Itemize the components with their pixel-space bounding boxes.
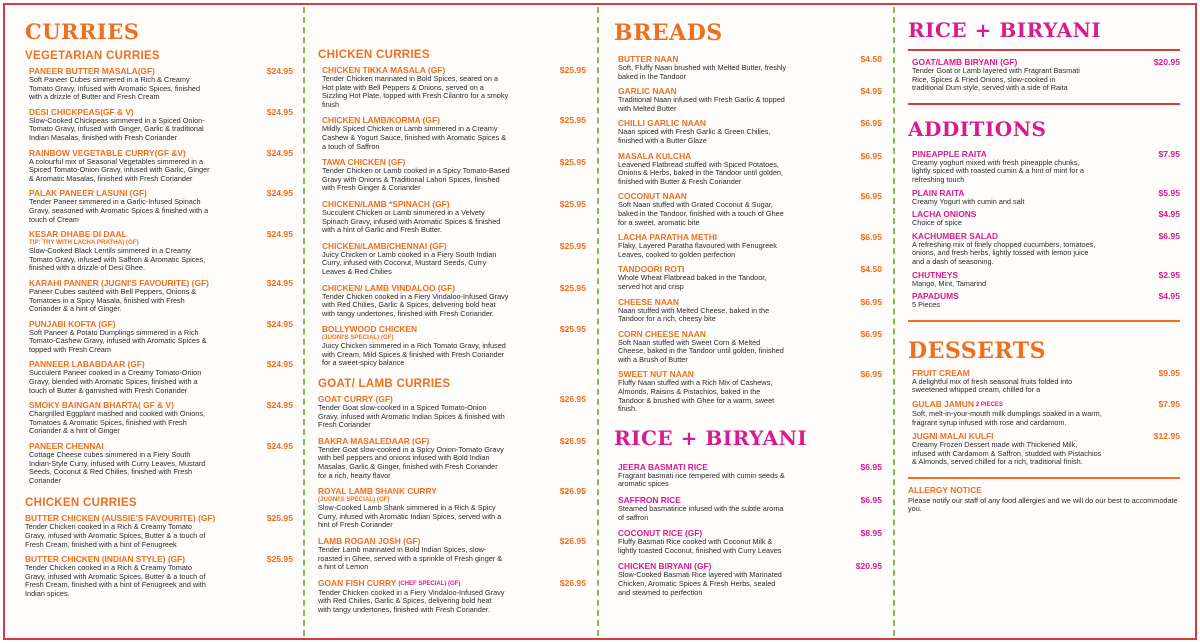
column-divider	[893, 7, 895, 636]
column-chicken-goat	[318, 5, 586, 638]
menu-item-price: $2.95	[1158, 269, 1180, 280]
menu-item	[614, 561, 882, 597]
menu-item-name-text: CHICKEN/ LAMB VINDALOO (GF)	[322, 282, 456, 293]
menu-item	[908, 231, 1180, 267]
menu-item-description: Tender Goat slow-cooked in a Spicy Onion-Tomato Gravy with bell peppers and onions infused with Bold Indian Masalas, Garlic & Ginger, finished with Fresh Coriander for a rich, hearty flavor	[318, 444, 504, 480]
menu-item	[318, 199, 586, 235]
menu-item-description: Tender Goat or Lamb layered with Fragrant Basmati Rice, Spices & Fried Onions, slow-cooked in traditional Dum style, served with a side of Raita	[912, 66, 1080, 93]
menu-item	[25, 554, 293, 598]
vegetarian-curries-title: VEGETARIAN CURRIES	[25, 50, 160, 62]
menu-item-name-text: LAMB ROGAN JOSH (GF)	[318, 536, 421, 546]
menu-item	[318, 324, 586, 368]
menu-item-name-text: PUNJABI KOFTA (GF)	[29, 318, 116, 329]
column-rice-additions-desserts	[908, 5, 1180, 638]
column-divider	[597, 7, 599, 636]
section-rule	[908, 320, 1180, 322]
menu-item-price: $24.95	[266, 106, 293, 117]
menu-item-description: Tender Goat slow-cooked in a Spiced Tomato-Onion Gravy, infused with Aromatic Indian Spices & finished with Fresh Coriander	[318, 403, 505, 430]
chicken-curries-title: CHICKEN CURRIES	[25, 497, 137, 510]
menu-item	[908, 431, 1180, 467]
menu-item	[25, 229, 293, 273]
allergy-notice-text: Please notify our staff of any food allergies and we will do our best to accommodate you.	[908, 495, 1178, 514]
menu-item-name-text: PANNEER LABABDAAR (GF)	[29, 359, 145, 370]
menu-item-price: $25.95	[559, 157, 586, 168]
menu-item	[614, 54, 882, 81]
menu-item-description: Tender Chicken marinated in Bold Spices, seared on a Hot plate with Bell Peppers & Onions, served on a Sizzling Hot Plate, topped with Fresh Cilantro for a smoky finish	[322, 74, 509, 109]
menu-item-description: Tender Paneer simmered in a Garlic-Infused Spinach Gravy, seasoned with Aromatic Spices & finished with a touch of Cream	[29, 197, 209, 224]
menu-item	[908, 149, 1180, 185]
menu-item	[614, 86, 882, 113]
menu-item-price: $26.95	[559, 394, 586, 405]
menu-item-price: $4.50	[860, 264, 882, 275]
menu-item-price: $24.95	[266, 147, 293, 158]
menu-item-description: Cottage Cheese cubes simmered in a Fiery South Indian-Style Curry, infused with Curry Leaves, Mustard Seeds, Coconut & Red Chilies, finished with Fresh Coriander	[29, 450, 206, 485]
menu-item-description: Fluffy Basmati Rice cooked with Coconut Milk & lightly toasted Coconut, finished with Curry Leaves	[618, 537, 782, 555]
menu-item-description: Tender Chicken cooked in a Rich & Creamy Tomato Gravy, infused with Aromatic Spices, Butter & a touch of Fresh Cream, finished with a hint of Fenugreek	[25, 522, 206, 549]
menu-item-name-text: LACHA ONIONS	[912, 209, 977, 220]
menu-item-price: $4.95	[1158, 209, 1180, 220]
menu-item-description: Naan spiced with Fresh Garlic & Green Chilies, finished with a Butter Glaze	[618, 127, 771, 145]
menu-item	[25, 66, 293, 102]
menu-item-note: 2 PIECES	[975, 401, 1003, 408]
menu-item	[25, 188, 293, 224]
menu-item-description: Tender Chicken cooked in a Fiery Vindaloo-Infused Gravy with Red Chilies, Garlic & Spices, delivering bold heat with tangy undertones, finished with Fresh Coriander.	[318, 587, 505, 614]
menu-item-description: A delightful mix of fresh seasonal fruits folded into sweetened whipped cream, chilled for a	[912, 376, 1073, 395]
menu-item-description: Mango, Mint, Tamarind	[912, 278, 987, 288]
menu-item-description: Tender Chicken cooked in a Rich & Creamy Tomato Gravy, infused with Aromatic Spices, Butter & a touch of Fresh Cream, finished with a hint of Fenugreek and with Indian spices.	[25, 563, 206, 598]
rice-biryani-title-2: RICE + BIRYANI	[908, 18, 1102, 42]
allergy-notice	[908, 485, 1180, 514]
menu-item-price: $6.95	[860, 495, 882, 506]
menu-item-name	[912, 291, 1180, 301]
menu-item-name-text: CHICKEN TIKKA MASALA (GF)	[322, 65, 446, 75]
menu-item-note: (CHEF SPECIAL) (GF)	[398, 580, 461, 587]
menu-item-name-text: SAFFRON RICE	[618, 495, 681, 506]
menu-item-name-text: BUTTER CHICKEN (AUSSIE'S FAVOURITE) (GF)	[25, 513, 216, 524]
menu-item-price: $6.95	[860, 328, 882, 339]
menu-item-price: $25.95	[559, 240, 586, 251]
menu-item-name-text: SWEET NUT NAAN	[618, 369, 694, 380]
menu-item-name-text: CHILLI GARLIC NAAN	[618, 118, 706, 129]
menu-item	[614, 329, 882, 365]
section-rule	[908, 49, 1180, 51]
menu-item-description: Mildly Spiced Chicken or Lamb simmered in a Creamy Cashew & Yogurt Sauce, finished with Aromatic Spices & a touch of Saffron	[322, 124, 507, 151]
menu-item-description: Soft Naan stuffed with Sweet Corn & Melted Cheese, baked in the Tandoor until golden, finished with a Brush of Butter	[618, 337, 784, 364]
menu-item-description: Creamy Frozen Dessert made with Thickened Milk, infused with Cardamom & Saffron, studded with Pistachios & Almonds, served chilled for a rich, traditional finish.	[912, 440, 1102, 467]
menu-item-name-text: KACHUMBER SALAD	[912, 230, 999, 241]
menu-item-note: (JUGNI'S SPECIAL) (GF)	[322, 334, 394, 342]
menu-item	[614, 232, 882, 259]
menu-item-name	[29, 229, 293, 239]
menu-item-price: $24.95	[266, 441, 293, 452]
menu-item-description: Tender Chicken cooked in a Fiery Vindaloo-Infused Gravy with Red Chilies, Garlic & Spices, delivering bold heat with tangy undertones, finished with Fresh Coriander.	[322, 291, 509, 318]
menu-item	[614, 297, 882, 324]
menu-item-note: TIP: TRY WITH LACHA PRATHA) (GF)	[29, 239, 139, 247]
menu-item	[25, 400, 293, 436]
menu-item-name-text: TANDOORI ROTI	[618, 264, 685, 275]
curries-title: CURRIES	[25, 19, 140, 44]
column-divider	[303, 7, 305, 636]
menu-item	[614, 191, 882, 227]
additions-list	[908, 149, 1180, 310]
breads-title: BREADS	[614, 20, 723, 46]
menu-item-price: $6.95	[860, 191, 882, 202]
menu-item-description: A colourful mix of Seasonal Vegetables simmered in a Spiced Tomato-Onion Gravy, infused with Garlic, Ginger & Aromatic Masalas, finished with Fresh Coriander	[29, 156, 210, 183]
menu-item-description: Whole Wheat Flatbread baked in the Tandoor, served hot and crisp	[618, 273, 767, 291]
menu-item-name-text: BOLLYWOOD CHICKEN	[322, 324, 418, 335]
menu-item-price: $4.50	[860, 54, 882, 64]
menu-item	[318, 65, 586, 109]
menu-item-price: $25.95	[559, 115, 586, 126]
menu-item	[25, 441, 293, 485]
menu-item-name-text: BUTTER NAAN	[618, 54, 679, 64]
menu-item-name-text: BUTTER CHICKEN (INDIAN STYLE) (GF)	[25, 554, 186, 565]
menu-item-name-text: PANEER BUTTER MASALA(GF)	[29, 66, 155, 76]
menu-item-price: $24.95	[266, 229, 293, 240]
menu-item-name-text: DESI CHICKPEAS(GF & V)	[29, 106, 134, 117]
menu-item-name-text: CHICKEN/LAMB *SPINACH (GF)	[322, 198, 450, 209]
desserts-title: DESSERTS	[908, 337, 1047, 364]
menu-item-price: $25.95	[559, 282, 586, 293]
menu-item-name-text: GULAB JAMUN	[912, 398, 974, 409]
menu-item-name-text: CHICKEN/LAMB/CHENNAI (GF)	[322, 240, 447, 251]
menu-item-description: Naan stuffed with Melted Cheese, baked in the Tandoor for a rich, cheesy bite	[618, 305, 770, 324]
menu-item-description: Slow-Cooked Basmati Rice layered with Marinated Chicken, Aromatic Spices & Fresh Herbs, sealed and steamed to perfection	[618, 570, 782, 597]
menu-item	[318, 283, 586, 319]
column-breads-rice	[614, 5, 882, 638]
menu-item-price: $9.95	[1158, 367, 1180, 378]
menu-item	[25, 148, 293, 184]
menu-item	[318, 578, 586, 615]
menu-item	[908, 399, 1180, 427]
menu-item-name-text: FRUIT CREAM	[912, 367, 970, 378]
goat-lamb-curries-list	[318, 394, 586, 615]
section-rule	[908, 103, 1180, 105]
menu-item-name-text: TAWA CHICKEN (GF)	[322, 157, 406, 168]
menu-item-price: $4.95	[1158, 291, 1180, 302]
menu-item-description: Succulent Paneer cooked in a Creamy Tomato-Onion Gravy, blended with Aromatic Spices, finished with a touch of Butter & garnished with Fresh Coriander	[29, 368, 202, 395]
menu-item-price: $25.95	[559, 198, 586, 209]
menu-item-price: $25.95	[559, 65, 586, 75]
menu-item-description: 5 Pieces	[912, 300, 940, 310]
menu-item-name-text: CHICKEN LAMB/KORMA (GF)	[322, 115, 440, 126]
menu-item	[614, 495, 882, 522]
menu-item	[908, 291, 1180, 310]
menu-item-description: Slow-Cooked Chickpeas simmered in a Spiced Onion-Tomato Gravy, infused with Ginger, Garlic & traditional Indian Masalas, finished with Fresh Coriander	[29, 115, 205, 142]
menu-item-description: Paneer Cubes sautéed with Bell Peppers, Onions & Tomatoes in a Spicy Masala, finished with Fresh Coriander & a hint of Ginger.	[29, 286, 197, 314]
menu-item-description: Choice of spice	[912, 218, 962, 228]
menu-item	[614, 369, 882, 413]
menu-item	[318, 157, 586, 193]
menu-item	[614, 264, 882, 291]
menu-item-name-text: GOAT/LAMB BIRYANI (GF)	[912, 57, 1018, 67]
menu-item-price: $24.95	[266, 66, 293, 76]
menu-item-name-text: PAPADUMS	[912, 291, 959, 302]
menu-item-price: $6.95	[860, 232, 882, 243]
menu-item	[318, 241, 586, 277]
allergy-notice-title: ALLERGY NOTICE	[908, 484, 982, 495]
rice-biryani-list-2	[908, 57, 1180, 93]
menu-item-price: $24.95	[266, 277, 293, 288]
menu-item	[25, 278, 293, 314]
menu-item-name-text: KARAHI PANNER (JUGNI'S FAVOURITE) (GF)	[29, 277, 209, 288]
menu-item-price: $24.95	[266, 318, 293, 329]
menu-item	[614, 118, 882, 145]
menu-item-price: $24.95	[266, 359, 293, 370]
additions-title: ADDITIONS	[908, 116, 1047, 141]
menu-item-description: Creamy Yogurt with cumin and salt	[912, 196, 1025, 206]
menu-item-price: $26.95	[559, 577, 586, 588]
menu-item-price: $6.95	[1158, 230, 1180, 241]
menu-item-price: $20.95	[855, 561, 882, 572]
chicken-curries-list-2	[318, 65, 586, 368]
menu-item-name-text: SMOKY BAINGAN BHARTA( GF & V)	[29, 400, 174, 411]
menu-item-name-text: CHEESE NAAN	[618, 296, 679, 307]
menu-item-price: $26.95	[559, 486, 586, 497]
menu-item	[908, 368, 1180, 395]
menu-item	[908, 57, 1180, 93]
menu-item-description: Fluffy Naan stuffed with a Rich Mix of Cashews, Almonds, Raisins & Pistachios, baked in the Tandoor & brushed with Ghee for a warm, sweet finish.	[618, 378, 775, 414]
menu-item	[318, 436, 586, 480]
menu-item-description: Tender Lamb marinated in Bold Indian Spices, slow-roasted in Ghee, served with a sprinkle of Fresh ginger & a hint of Lemon	[318, 545, 503, 572]
menu-item-price: $8.95	[860, 528, 882, 539]
menu-item-name-text: CHICKEN BIRYANI (GF)	[618, 561, 712, 572]
menu-item-price: $25.95	[266, 513, 293, 524]
menu-item-description: Soft Naan stuffed with Grated Coconut & Sugar, baked in the Tandoor, finished with a touch of Ghee for a sweet, aromatic bite	[618, 200, 784, 227]
menu-item-description: Slow-Cooked Lamb Shank simmered in a Rich & Spicy Curry, infused with Aromatic Indian Spices, served with a hint of Fresh Coriander	[318, 503, 502, 530]
menu-item-name	[618, 297, 882, 307]
breads-list	[614, 54, 882, 414]
vegetarian-curries-list	[25, 66, 293, 485]
menu-item-price: $24.95	[266, 188, 293, 199]
menu-item-name-text: GARLIC NAAN	[618, 86, 677, 97]
menu-item	[908, 209, 1180, 228]
chicken-curries-list	[25, 513, 293, 598]
menu-item-name-text: LACHA PARATHA METHI	[618, 232, 718, 243]
desserts-list	[908, 368, 1180, 467]
menu-item-name-text: PANEER CHENNAI	[29, 441, 104, 452]
menu-item	[318, 536, 586, 572]
menu-item-price: $6.95	[860, 461, 882, 472]
menu-item-name-text: RAINBOW VEGETABLE CURRY(GF &V)	[29, 147, 186, 158]
menu-item-name-text: JEERA BASMATI RICE	[618, 461, 708, 472]
menu-item-price: $6.95	[860, 296, 882, 307]
menu-item-description: Tender Chicken or Lamb cooked in a Spicy Tomato-Based Gravy with Onions & Traditional Lahori Spices, finished with Fresh Ginger & Coriander	[322, 166, 510, 193]
menu-item-name	[318, 486, 586, 496]
menu-item-note: (JUGNI'S SPECIAL) (GF)	[318, 496, 390, 504]
menu-item-price: $6.95	[860, 369, 882, 380]
menu-item-name-text: CORN CHEESE NAAN	[618, 328, 706, 339]
menu-item-name-text: GOAN FISH CURRY	[318, 577, 397, 588]
menu-item	[25, 359, 293, 395]
menu-item-description: Slow-Cooked Black Lentils simmered in a Creamy Tomato Gravy, infused with Saffron & Aromatic Spices, finished with a drizzle of Desi Ghee.	[29, 246, 206, 273]
menu-item-description: Soft, Fluffy Naan brushed with Melted Butter, freshly baked in the Tandoor	[618, 63, 787, 81]
menu-item-description: Chargrilled Eggplant mashed and cooked with Onions, Tomatoes & Aromatic Spices, finished with Fresh Coriander & a hint of Ginger	[29, 409, 206, 436]
menu-item-price: $12.95	[1153, 431, 1180, 442]
menu-item-name-text: COCONUT NAAN	[618, 191, 687, 202]
menu-item-description: Juicy Chicken simmered in a Rich Tomato Gravy, infused with Cream, Mild Spices & finished with Fresh Coriander for a sweet-spicy balance	[322, 341, 506, 368]
menu-item-name-text: JUGNI MALAI KULFI	[912, 431, 994, 442]
menu-item	[318, 115, 586, 151]
menu-item	[614, 528, 882, 555]
menu-item-price: $6.95	[860, 150, 882, 161]
menu-item-name-text: PALAK PANEER LASUNI (GF)	[29, 188, 147, 199]
menu-frame	[3, 3, 1197, 640]
menu-item-name	[322, 324, 586, 334]
menu-item-name-text: MASALA KULCHA	[618, 150, 692, 161]
menu-item-description: Leavened Flatbread stuffed with Spiced Potatoes, Onions & Herbs, baked in the Tandoor until golden, finished with Butter & Fresh Coriander	[618, 159, 783, 186]
rice-biryani-title: RICE + BIRYANI	[614, 425, 808, 450]
menu-item-name-text: BAKRA MASALEDAAR (GF)	[318, 435, 430, 446]
goat-lamb-curries-title: GOAT/ LAMB CURRIES	[318, 378, 451, 391]
chicken-curries-title-2: CHICKEN CURRIES	[318, 49, 430, 61]
menu-item-description: A refreshing mix of finely chopped cucumbers, tomatoes, onions, and fresh herbs, lightly tossed with lemon juice and a dash of seasoning.	[912, 239, 1096, 266]
menu-item-description: Soft Paneer & Potato Dumplings simmered in a Rich Tomato-Cashew Gravy, infused with Aromatic Spices & topped with Fresh Cream	[29, 327, 207, 354]
menu-item-description: Soft Paneer Cubes simmered in a Rich & Creamy Tomato Gravy, infused with Aromatic Spices, finished with a drizzle of Butter and Fresh Cream	[29, 75, 201, 102]
menu-item	[908, 188, 1180, 207]
section-rule	[908, 477, 1180, 479]
menu-item-name	[322, 283, 586, 293]
menu-item-name-text: GOAT CURRY (GF)	[318, 394, 393, 405]
menu-item	[25, 513, 293, 549]
menu-item	[25, 107, 293, 143]
column-curries	[25, 5, 293, 638]
menu-item-name-text: PLAIN RAITA	[912, 187, 965, 198]
menu-item-price: $5.95	[1158, 187, 1180, 198]
menu-item-description: Creamy yoghurt mixed with fresh pineapple chunks, lightly spiced with roasted cumin & a hint of mint for a refreshing touch	[912, 157, 1084, 184]
menu-item	[318, 486, 586, 530]
menu-item-name-text: ROYAL LAMB SHANK CURRY	[318, 486, 437, 497]
menu-item	[614, 462, 882, 489]
menu-item-price: $4.95	[860, 86, 882, 97]
menu-item-description: Soft, melt-in-your-mouth milk dumplings soaked in a warm, fragrant syrup infused with rose and cardamom.	[912, 408, 1102, 427]
menu-item	[614, 151, 882, 187]
menu-item	[318, 394, 586, 430]
menu-item-price: $24.95	[266, 400, 293, 411]
menu-item-name-text: CHUTNEYS	[912, 269, 959, 280]
rice-biryani-list	[614, 462, 882, 597]
menu-item	[25, 319, 293, 355]
menu-item-description: Flaky, Layered Paratha flavoured with Fenugreek Leaves, cooked to golden perfection	[618, 241, 777, 259]
menu-item-price: $25.95	[559, 324, 586, 335]
menu-item	[908, 270, 1180, 289]
menu-item-name-text: PINEAPPLE RAITA	[912, 148, 987, 159]
menu-item-description: Traditional Naan infused with Fresh Garlic & topped with Melted Butter	[618, 95, 785, 113]
menu-item-price: $6.95	[860, 118, 882, 129]
menu-item-name-text: COCONUT RICE (GF)	[618, 528, 703, 539]
menu-item-price: $20.95	[1153, 57, 1180, 67]
menu-item-price: $7.95	[1158, 398, 1180, 409]
menu-item-description: Succulent Chicken or Lamb simmered in a Velvety Spinach Gravy, infused with Aromatic Spices & finished with a hint of Garlic and Fresh Butter.	[322, 207, 501, 235]
menu-item-price: $7.95	[1158, 148, 1180, 159]
menu-item-price: $26.95	[559, 435, 586, 446]
menu-item-price: $26.95	[559, 536, 586, 546]
menu-item-description: Steamed basmatirice infused with the subtle aroma of saffron	[618, 504, 784, 522]
menu-item-name-text: KESAR DHABE DI DAAL	[29, 229, 127, 240]
menu-item-price: $25.95	[266, 554, 293, 565]
menu-item-description: Juicy Chicken or Lamb cooked in a Fiery South Indian Curry, infused with Coconut, Mustard Seeds, Curry Leaves & Red Chilies	[322, 249, 497, 276]
menu-item-description: Fragrant basmati rice tempered with cumin seeds & aromatic spices	[618, 470, 785, 489]
